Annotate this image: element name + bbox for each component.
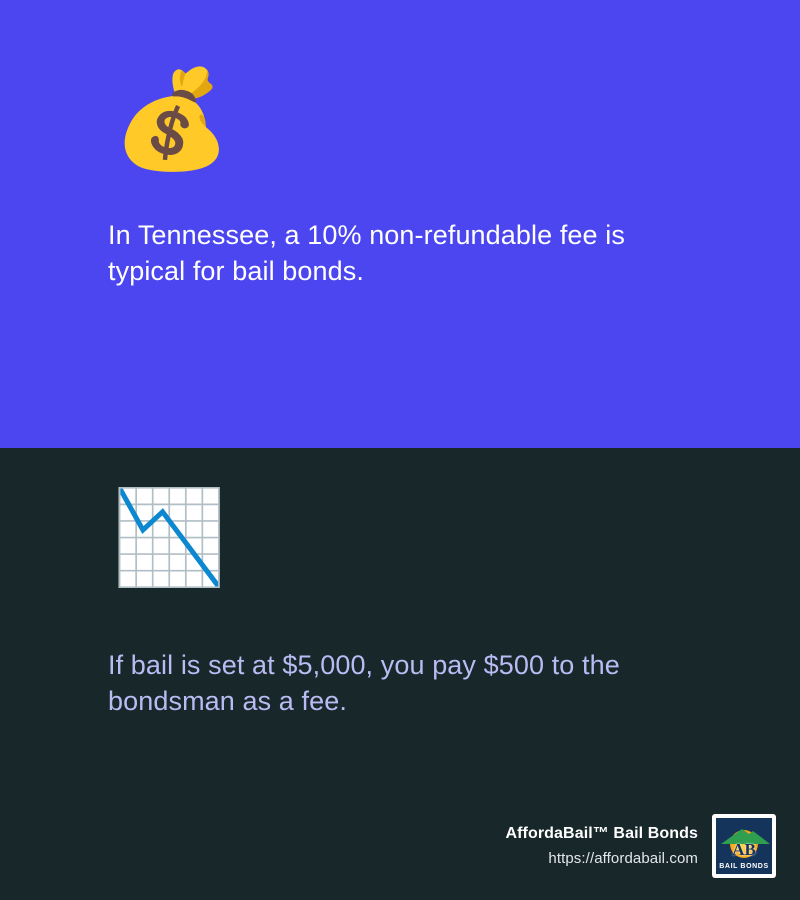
money-bag-icon: 💰	[112, 66, 232, 173]
top-panel-headline: In Tennessee, a 10% non-refundable fee is typical for bail bonds.	[108, 220, 625, 286]
brand-logo	[712, 814, 776, 878]
logo-letters: AB	[732, 840, 756, 859]
logo-band-text: BAIL BONDS	[716, 859, 772, 874]
chart-decreasing-icon: 📉	[112, 487, 227, 589]
bottom-panel-headline: If bail is set at $5,000, you pay $500 to the bondsman as a fee.	[108, 650, 620, 716]
footer-text-block	[505, 825, 698, 867]
brand-url[interactable]: https://affordabail.com	[548, 850, 698, 867]
footer-branding	[505, 814, 776, 878]
brand-name: AffordaBail™ Bail Bonds	[505, 825, 698, 842]
logo-inner	[716, 818, 772, 874]
top-panel	[0, 0, 800, 448]
